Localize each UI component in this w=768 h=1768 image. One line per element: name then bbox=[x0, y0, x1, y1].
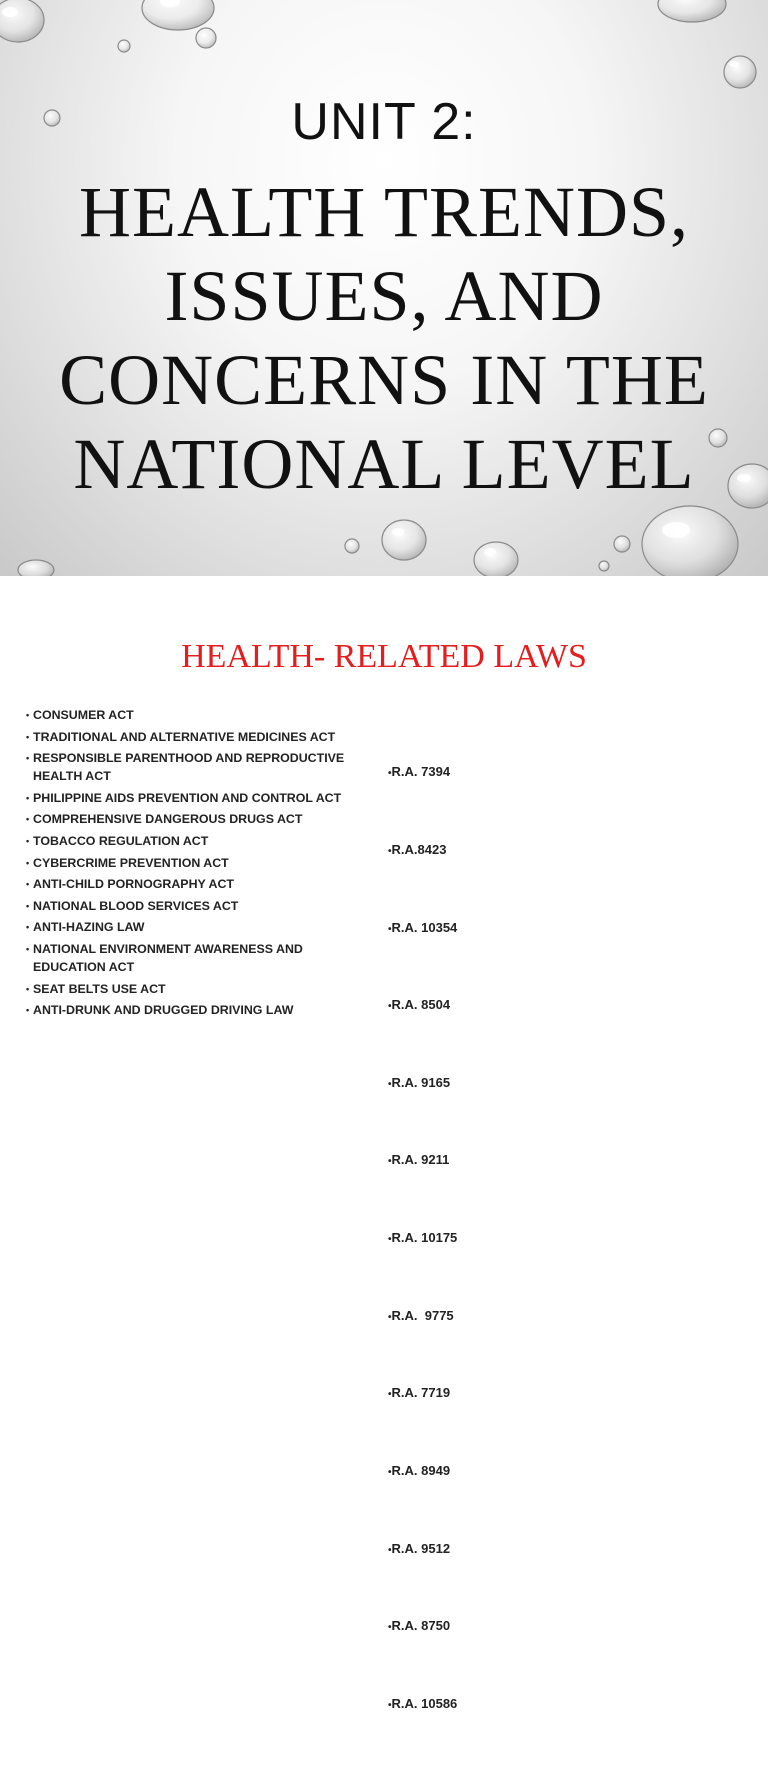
ra-number: • R.A. 10586 bbox=[388, 1691, 588, 1718]
ra-number: • R.A. 7719 bbox=[388, 1380, 588, 1407]
act-item: • NATIONAL ENVIRONMENT AWARENESS AND EDUCATION ACT bbox=[26, 940, 356, 976]
title-line-1: HEALTH TRENDS, bbox=[78, 172, 690, 252]
laws-heading: HEALTH- RELATED LAWS bbox=[181, 638, 587, 675]
slide-title bbox=[0, 170, 768, 506]
ra-number: • R.A. 9775 bbox=[388, 1303, 588, 1330]
act-item: • RESPONSIBLE PARENTHOOD AND REPRODUCTIVE HEALTH ACT bbox=[26, 749, 356, 785]
ra-number: • R.A. 9211 bbox=[388, 1147, 588, 1174]
ra-number: • R.A. 8949 bbox=[388, 1458, 588, 1485]
act-item: • TOBACCO REGULATION ACT bbox=[26, 832, 356, 850]
ra-number-list bbox=[388, 709, 588, 1768]
act-item: • NATIONAL BLOOD SERVICES ACT bbox=[26, 897, 356, 915]
ra-number: • R.A. 7394 bbox=[388, 759, 588, 786]
ra-number: • R.A. 9165 bbox=[388, 1070, 588, 1097]
ra-number: • R.A. 9512 bbox=[388, 1536, 588, 1563]
act-item: • SEAT BELTS USE ACT bbox=[26, 980, 356, 998]
title-slide bbox=[0, 0, 768, 576]
ra-number: • R.A. 10354 bbox=[388, 915, 588, 942]
ra-number: • R.A. 8750 bbox=[388, 1613, 588, 1640]
title-line-3: CONCERNS IN THE bbox=[59, 340, 709, 420]
act-item: • CONSUMER ACT bbox=[26, 706, 356, 724]
act-item: • CYBERCRIME PREVENTION ACT bbox=[26, 854, 356, 872]
act-item: • PHILIPPINE AIDS PREVENTION AND CONTROL ACT bbox=[26, 789, 356, 807]
act-item: • TRADITIONAL AND ALTERNATIVE MEDICINES ACT bbox=[26, 728, 356, 746]
act-item: • ANTI-HAZING LAW bbox=[26, 918, 356, 936]
act-item: • ANTI-CHILD PORNOGRAPHY ACT bbox=[26, 875, 356, 893]
acts-list bbox=[26, 706, 356, 1023]
unit-label: UNIT 2: bbox=[291, 93, 477, 151]
act-item: • COMPREHENSIVE DANGEROUS DRUGS ACT bbox=[26, 810, 356, 828]
ra-number: • R.A. 8504 bbox=[388, 992, 588, 1019]
ra-number: • R.A. 10175 bbox=[388, 1225, 588, 1252]
title-line-2: ISSUES, AND bbox=[164, 256, 604, 336]
laws-slide bbox=[0, 576, 768, 1711]
ra-number: • R.A.8423 bbox=[388, 837, 588, 864]
title-line-4: NATIONAL LEVEL bbox=[73, 424, 695, 504]
act-item: • ANTI-DRUNK AND DRUGGED DRIVING LAW bbox=[26, 1001, 356, 1019]
